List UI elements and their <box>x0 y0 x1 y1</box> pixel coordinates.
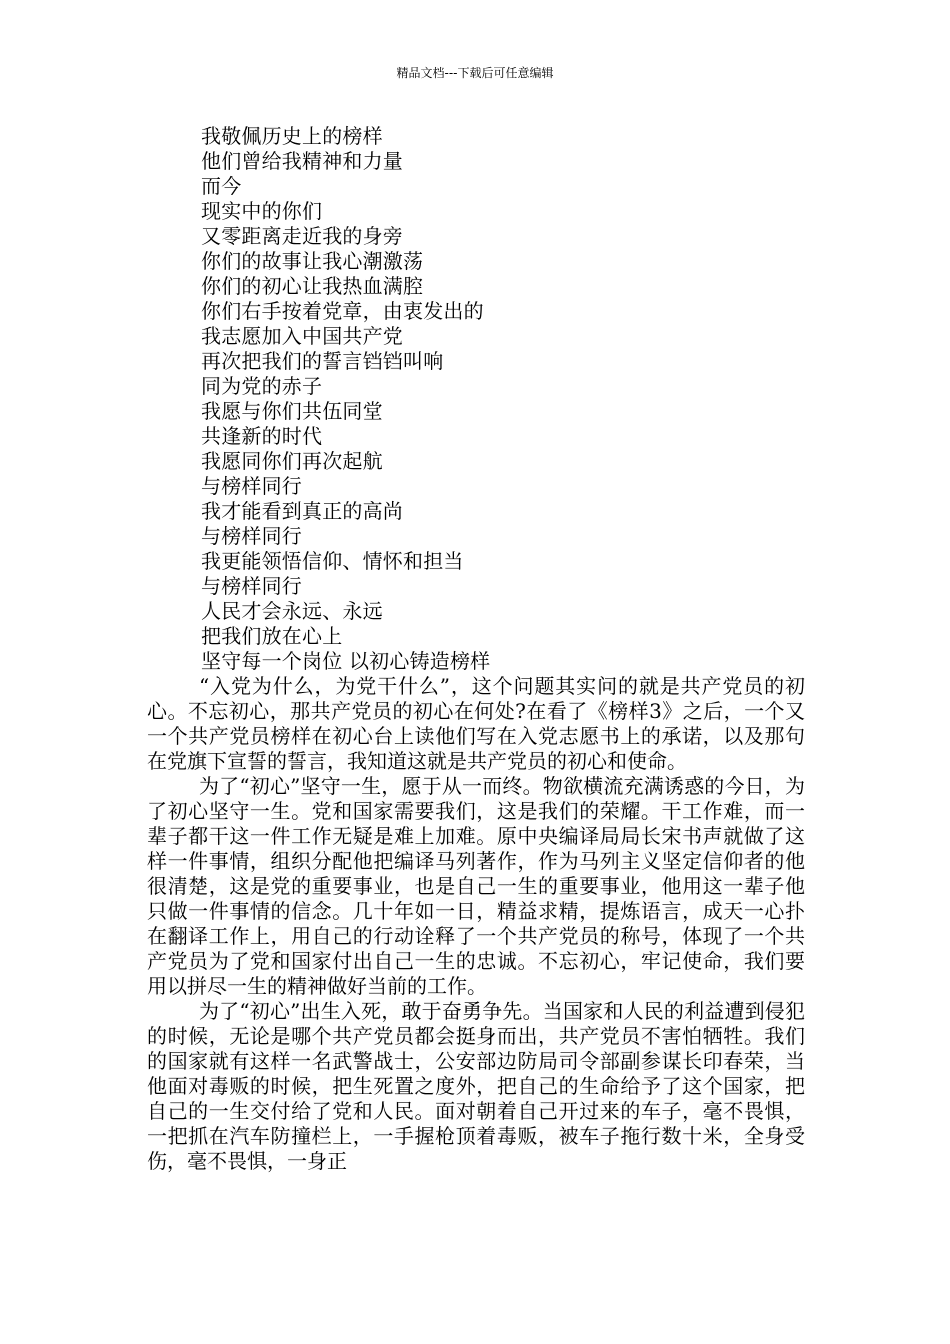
poem-line: 我愿与你们共伍同堂 <box>201 399 383 423</box>
poem-line: 把我们放在心上 <box>201 624 343 648</box>
poem-line: 同为党的赤子 <box>201 374 323 398</box>
poem-line: 又零距离走近我的身旁 <box>201 224 403 248</box>
poem-line: 你们右手按着党章，由衷发出的 <box>201 299 484 323</box>
poem-line: 你们的故事让我心潮激荡 <box>201 249 424 273</box>
poem-line: 我敬佩历史上的榜样 <box>201 124 383 148</box>
poem-line: 再次把我们的誓言铛铛叫响 <box>201 349 444 373</box>
poem-line: 我更能领悟信仰、情怀和担当 <box>201 549 464 573</box>
page-header: 精品文档---下载后可任意编辑 <box>396 66 554 80</box>
body-text <box>147 674 805 1174</box>
paragraph-lifelong-dedication: 为了“初心”坚守一生，愿于从一而终。物欲横流充满诱惑的今日，为了初心坚守一生。党和国家需要我们，这是我们的荣耀。干工作难，而一辈子都干这一件工作无疑是难上加难。原中央编译局局长宋书声就做了这样一件事情，组织分配他把编译马列著作，作为马列主义坚定信仰者的他很清楚，这是党的重要事业，也是自己一生的重要事业，他用这一辈子他只做一件事情的信念。几十年如一日，精益求精，提炼语言，成天一心扑在翻译工作上，用自己的行动诠释了一个共产党员的称号，体现了一个共产党员为了党和国家付出自己一生的忠诚。不忘初心，牢记使命，我们要用以拼尽一生的精神做好当前的工作。 <box>147 774 805 998</box>
poem-line: 坚守每一个岗位 以初心铸造榜样 <box>201 649 491 673</box>
poem-line: 现实中的你们 <box>201 199 323 223</box>
poem-line: 我愿同你们再次起航 <box>201 449 383 473</box>
poem-line: 我才能看到真正的高尚 <box>201 499 403 523</box>
poem-line: 而今 <box>201 174 242 198</box>
poem-line: 与榜样同行 <box>201 474 302 498</box>
poem-line: 人民才会永远、永远 <box>201 599 383 623</box>
poem-line: 与榜样同行 <box>201 574 302 598</box>
paragraph-courage: 为了“初心”出生入死，敢于奋勇争先。当国家和人民的利益遭到侵犯的时候，无论是哪个共产党员都会挺身而出，共产党员不害怕牺牲。我们的国家就有这样一名武警战士，公安部边防局司令部副参谋长印春荣，当他面对毒贩的时候，把生死置之度外，把自己的生命给予了这个国家，把自己的一生交付给了党和人民。面对朝着自己开过来的车子，毫不畏惧，一把抓在汽车防撞栏上，一手握枪顶着毒贩，被车子拖行数十米，全身受伤，毫不畏惧，一身正 <box>147 999 805 1173</box>
poem <box>201 124 821 674</box>
poem-line: 他们曾给我精神和力量 <box>201 149 403 173</box>
poem-line: 与榜样同行 <box>201 524 302 548</box>
poem-line: 我志愿加入中国共产党 <box>201 324 403 348</box>
paragraph-initial-heart: “入党为什么，为党干什么”，这个问题其实问的就是共产党员的初心。不忘初心，那共产党员的初心在何处?在看了《榜样3》之后，一个又一个共产党员榜样在初心台上读他们写在入党志愿书上的承诺，以及那句在党旗下宣誓的誓言，我知道这就是共产党员的初心和使命。 <box>147 674 805 773</box>
poem-line: 共逢新的时代 <box>201 424 323 448</box>
poem-line: 你们的初心让我热血满腔 <box>201 274 424 298</box>
